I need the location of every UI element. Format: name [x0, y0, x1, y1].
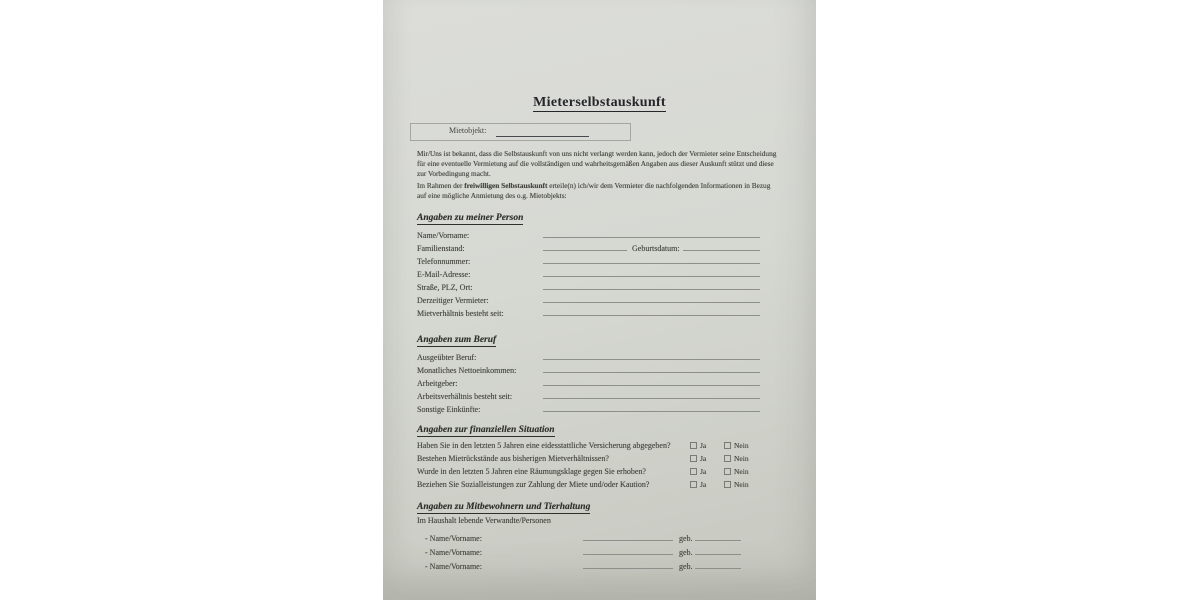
question-row	[417, 478, 760, 491]
section-financial-heading: Angaben zur finanziellen Situation	[417, 425, 555, 435]
field-label: Arbeitsverhältnis besteht seit:	[417, 392, 513, 401]
question-text: Bestehen Mietrückstände aus bisherigen Mietverhältnissen?	[417, 454, 609, 463]
no-label: Nein	[734, 441, 749, 450]
blank-line	[583, 568, 673, 569]
blank-line	[543, 250, 627, 251]
blank-line	[695, 554, 741, 555]
form-field-row	[417, 349, 760, 362]
household-person-row	[425, 543, 760, 557]
field-label: - Name/Vorname:	[425, 548, 482, 557]
blank-line	[543, 315, 760, 316]
form-field-row	[417, 375, 760, 388]
field-label: Straße, PLZ, Ort:	[417, 283, 473, 292]
yes-label: Ja	[700, 467, 707, 476]
checkbox-icon	[724, 481, 731, 488]
form-field-row	[417, 305, 760, 318]
section-person-heading: Angaben zu meiner Person	[417, 213, 524, 223]
form-field-row	[417, 292, 760, 305]
blank-line	[543, 359, 760, 360]
field-label: - Name/Vorname:	[425, 534, 482, 543]
checkbox-icon	[724, 468, 731, 475]
question-text: Haben Sie in den letzten 5 Jahren eine eidesstattliche Versicherung abgegeben?	[417, 441, 671, 450]
yes-label: Ja	[700, 454, 707, 463]
question-text: Wurde in den letzten 5 Jahren eine Räumungsklage gegen Sie erhoben?	[417, 467, 646, 476]
yes-label: Ja	[700, 480, 707, 489]
blank-line	[543, 385, 760, 386]
no-label: Nein	[734, 454, 749, 463]
intro-paragraph-2	[417, 181, 781, 201]
form-field-row	[417, 227, 760, 240]
field-label: - Name/Vorname:	[425, 562, 482, 571]
checkbox-icon	[690, 481, 697, 488]
geb-label: geb.	[679, 562, 693, 571]
blank-line	[543, 289, 760, 290]
form-field-row	[417, 401, 760, 414]
section-beruf	[417, 335, 760, 414]
field-label: Derzeitiger Vermieter:	[417, 296, 489, 305]
geb-label: geb.	[679, 534, 693, 543]
geb-label: geb.	[679, 548, 693, 557]
blank-line	[543, 237, 760, 238]
blank-line	[583, 554, 673, 555]
field-label: Arbeitgeber:	[417, 379, 458, 388]
blank-line	[543, 372, 760, 373]
blank-line	[683, 250, 760, 251]
blank-line	[543, 411, 760, 412]
household-person-row	[425, 557, 760, 571]
question-row	[417, 439, 760, 452]
blank-line	[583, 540, 673, 541]
no-label: Nein	[734, 480, 749, 489]
checkbox-icon	[724, 455, 731, 462]
mietobjekt-blank-line	[496, 136, 589, 137]
checkbox-icon	[724, 442, 731, 449]
intro-paragraph-1: Mir/Uns ist bekannt, dass die Selbstauskunft von uns nicht verlangt werden kann, jedoch der Vermieter seine Entscheidung für eine eventuelle Vermietung auf die vollständigen und wahrheitsgemäßen Angaben aus dieser Auskunft stützt und diese zur Vorbedingung macht.	[417, 149, 777, 178]
form-field-row	[417, 362, 760, 375]
field-label: Monatliches Nettoeinkommen:	[417, 366, 517, 375]
intro-p2-bold: freiwilligen Selbstauskunft	[464, 181, 548, 190]
yes-option	[690, 454, 724, 463]
yes-option	[690, 480, 724, 489]
question-text: Beziehen Sie Sozialleistungen zur Zahlung der Miete und/oder Kaution?	[417, 480, 650, 489]
no-option	[724, 480, 760, 489]
checkbox-icon	[690, 455, 697, 462]
field-label: Telefonnummer:	[417, 257, 471, 266]
blank-line	[543, 263, 760, 264]
blank-line	[543, 276, 760, 277]
mietobjekt-label: Mietobjekt:	[449, 126, 487, 135]
field-label: Name/Vorname:	[417, 231, 470, 240]
document-title: Mieterselbstauskunft	[533, 95, 666, 110]
form-field-row	[417, 388, 760, 401]
no-option	[724, 467, 760, 476]
question-row	[417, 452, 760, 465]
field-label: Geburtsdatum:	[632, 244, 680, 253]
question-row	[417, 465, 760, 478]
field-label: Familienstand:	[417, 244, 465, 253]
yes-label: Ja	[700, 441, 707, 450]
no-option	[724, 441, 760, 450]
form-field-row	[417, 266, 760, 279]
field-label: E-Mail-Adresse:	[417, 270, 471, 279]
household-person-row	[425, 529, 760, 543]
section-mitbewohner	[417, 502, 760, 571]
no-option	[724, 454, 760, 463]
checkbox-icon	[690, 442, 697, 449]
section-beruf-heading: Angaben zum Beruf	[417, 335, 497, 345]
blank-line	[543, 398, 760, 399]
field-label: Sonstige Einkünfte:	[417, 405, 481, 414]
section-person	[417, 213, 760, 318]
section-financial	[417, 425, 760, 491]
intro-p2-suffix: erteile(n) ich/wir dem Vermieter die nachfolgenden Informationen in Bezug auf eine mögliche Anmietung des o.g. Mietobjekts:	[417, 181, 771, 200]
field-label: Mietverhältnis besteht seit:	[417, 309, 504, 318]
field-label: Ausgeübter Beruf:	[417, 353, 477, 362]
blank-line	[695, 540, 741, 541]
no-label: Nein	[734, 467, 749, 476]
mietobjekt-box	[410, 123, 631, 141]
document-photo	[383, 0, 816, 600]
yes-option	[690, 441, 724, 450]
intro-p2-prefix: Im Rahmen der	[417, 181, 465, 190]
form-field-row	[417, 253, 760, 266]
checkbox-icon	[690, 468, 697, 475]
blank-line	[695, 568, 741, 569]
form-field-row	[417, 279, 760, 292]
blank-line	[543, 302, 760, 303]
yes-option	[690, 467, 724, 476]
form-field-row	[417, 240, 760, 253]
section-mitbewohner-heading: Angaben zu Mitbewohnern und Tierhaltung	[417, 502, 591, 512]
household-subheading: Im Haushalt lebende Verwandte/Personen	[417, 516, 551, 525]
